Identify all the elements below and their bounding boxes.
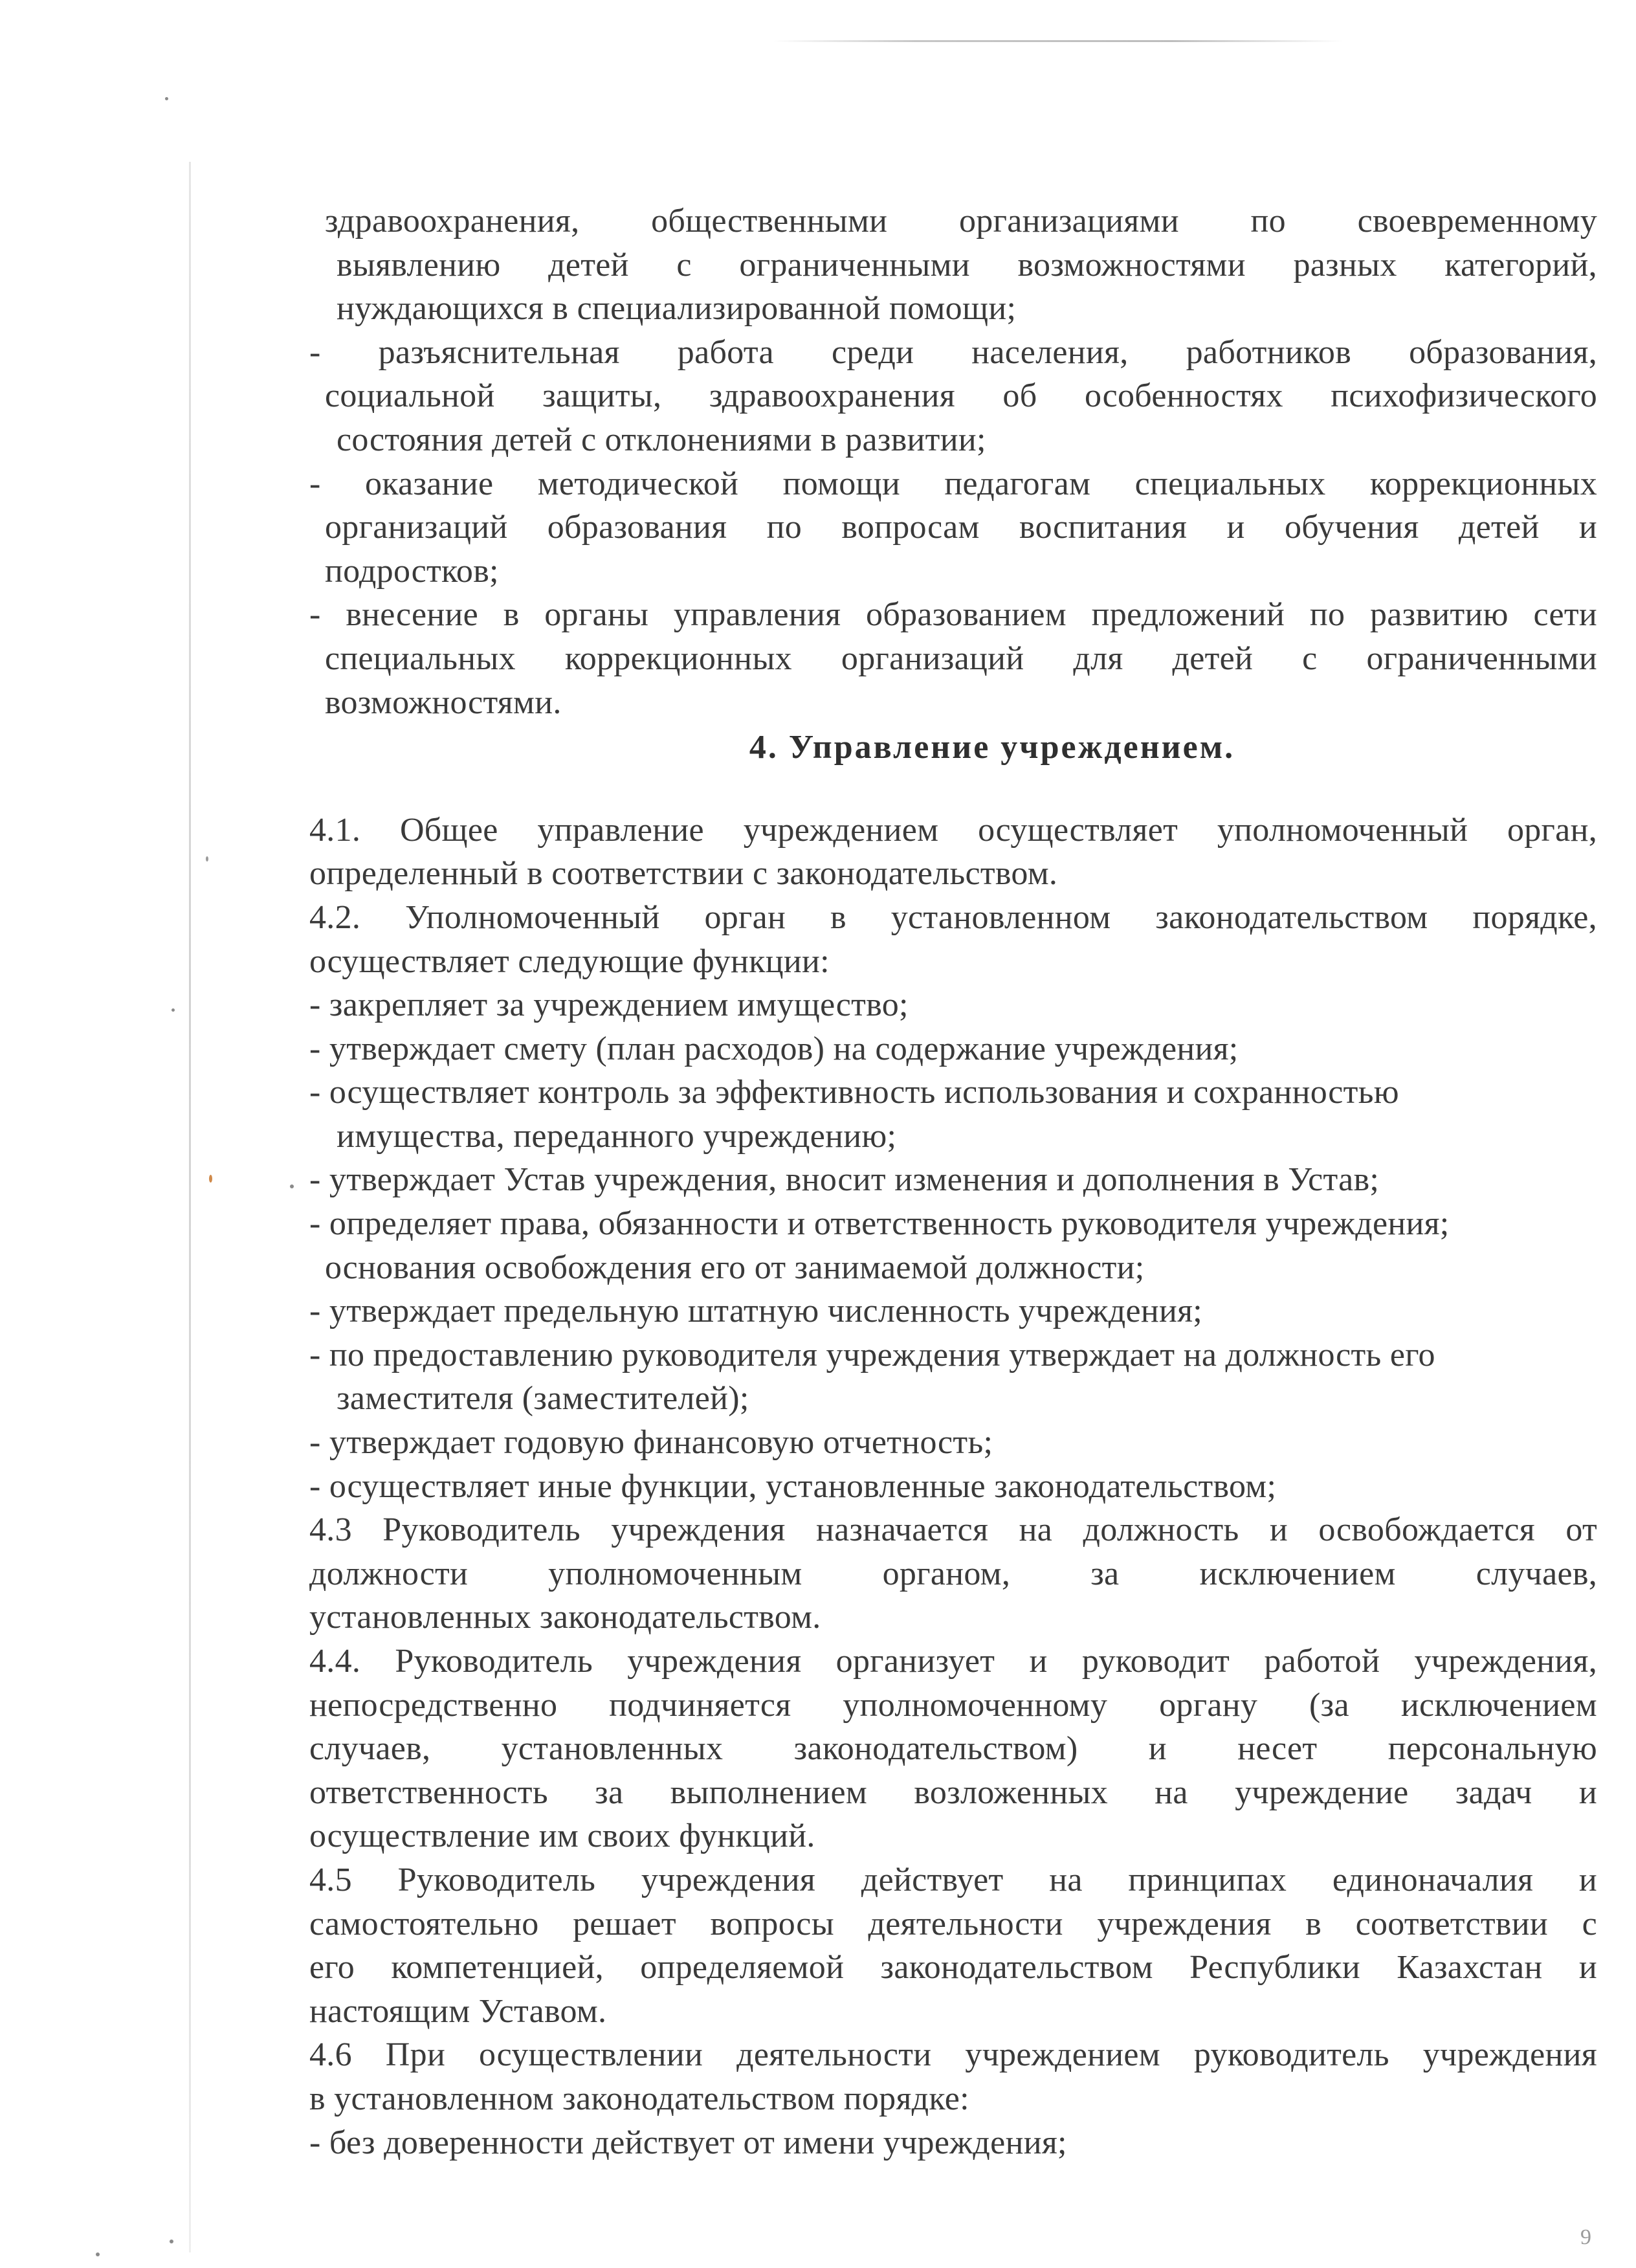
text-line: 4.1. Общее управление учреждением осуществляет уполномоченный орган, xyxy=(309,811,1597,849)
text-line: должности уполномоченным органом, за исключением случаев, xyxy=(309,1555,1597,1592)
text-line: - по предоставлению руководителя учреждения утверждает на должность его xyxy=(309,1336,1435,1373)
text-line: - осуществляет иные функции, установленные законодательством; xyxy=(309,1467,1277,1505)
text-line: - закрепляет за учреждением имущество; xyxy=(309,986,909,1024)
document-body xyxy=(309,199,1597,2164)
scan-speck xyxy=(96,2252,100,2256)
scan-speck xyxy=(171,1008,175,1012)
page-number: 9 xyxy=(1580,2225,1591,2249)
text-line: - осуществляет контроль за эффективность использования и сохранностью xyxy=(309,1074,1399,1111)
text-line: - без доверенности действует от имени учреждения; xyxy=(309,2124,1067,2161)
text-line: в установленном законодательством порядке: xyxy=(309,2080,969,2117)
text-line: имущества, переданного учреждению; xyxy=(337,1117,897,1155)
text-line: 4.6 При осуществлении деятельности учреждением руководитель учреждения xyxy=(309,2036,1597,2074)
scan-speck xyxy=(170,2240,173,2243)
text-line: 4.2. Уполномоченный орган в установленном законодательством порядке, xyxy=(309,898,1597,936)
scan-speck xyxy=(206,856,208,862)
text-line: - утверждает смету (план расходов) на содержание учреждения; xyxy=(309,1030,1239,1067)
text-line: - определяет права, обязанности и ответственность руководителя учреждения; xyxy=(309,1205,1450,1243)
text-line: социальной защиты, здравоохранения об особенностях психофизического xyxy=(325,377,1597,415)
text-line: основания освобождения его от занимаемой должности; xyxy=(325,1249,1145,1286)
text-line: организаций образования по вопросам воспитания и обучения детей и xyxy=(325,509,1597,546)
text-line: заместителя (заместителей); xyxy=(337,1380,749,1418)
text-line: случаев, установленных законодательством) и несет персональную xyxy=(309,1730,1597,1768)
scan-margin-shadow xyxy=(189,162,191,2252)
scan-top-artifact xyxy=(773,40,1343,42)
text-line: - разъяснительная работа среди населения, работников образования, xyxy=(309,333,1597,371)
text-line: - утверждает предельную штатную численность учреждения; xyxy=(309,1293,1203,1330)
text-line: ответственность за выполнением возложенных на учреждение задач и xyxy=(309,1773,1597,1811)
text-line: настоящим Уставом. xyxy=(309,1992,607,2030)
text-line: осуществление им своих функций. xyxy=(309,1818,815,1855)
text-line: установленных законодательством. xyxy=(309,1599,821,1636)
text-line: - внесение в органы управления образованием предложений по развитию сети xyxy=(309,596,1597,634)
text-line: 4.4. Руководитель учреждения организует и руководит работой учреждения, xyxy=(309,1643,1597,1680)
text-line: выявлению детей с ограниченными возможностями разных категорий, xyxy=(337,246,1597,284)
text-line: 4.3 Руководитель учреждения назначается на должность и освобождается от xyxy=(309,1511,1597,1549)
text-line: возможностями. xyxy=(325,684,562,721)
text-line: самостоятельно решает вопросы деятельности учреждения в соответствии с xyxy=(309,1905,1597,1942)
text-line: его компетенцией, определяемой законодательством Республики Казахстан и xyxy=(309,1949,1597,1986)
text-line: непосредственно подчиняется уполномоченному органу (за исключением xyxy=(309,1686,1597,1724)
scan-speck xyxy=(165,97,168,100)
section-heading: 4. Управление учреждением. xyxy=(749,729,1235,766)
text-line: - оказание методической помощи педагогам специальных коррекционных xyxy=(309,465,1597,502)
scan-speck xyxy=(290,1184,294,1188)
text-line: - утверждает годовую финансовую отчетность; xyxy=(309,1424,993,1462)
text-line: определенный в соответствии с законодательством. xyxy=(309,855,1058,893)
text-line: - утверждает Устав учреждения, вносит изменения и дополнения в Устав; xyxy=(309,1161,1380,1199)
text-line: состояния детей с отклонениями в развитии; xyxy=(337,421,986,458)
text-line: 4.5 Руководитель учреждения действует на принципах единоначалия и xyxy=(309,1861,1597,1898)
text-line: специальных коррекционных организаций для детей с ограниченными xyxy=(325,639,1597,677)
text-line: подростков; xyxy=(325,552,499,590)
text-line: осуществляет следующие функции: xyxy=(309,942,830,980)
text-line: нуждающихся в специализированной помощи; xyxy=(337,290,1017,328)
text-line: здравоохранения, общественными организациями по своевременному xyxy=(325,203,1597,239)
scan-speck xyxy=(209,1175,212,1183)
